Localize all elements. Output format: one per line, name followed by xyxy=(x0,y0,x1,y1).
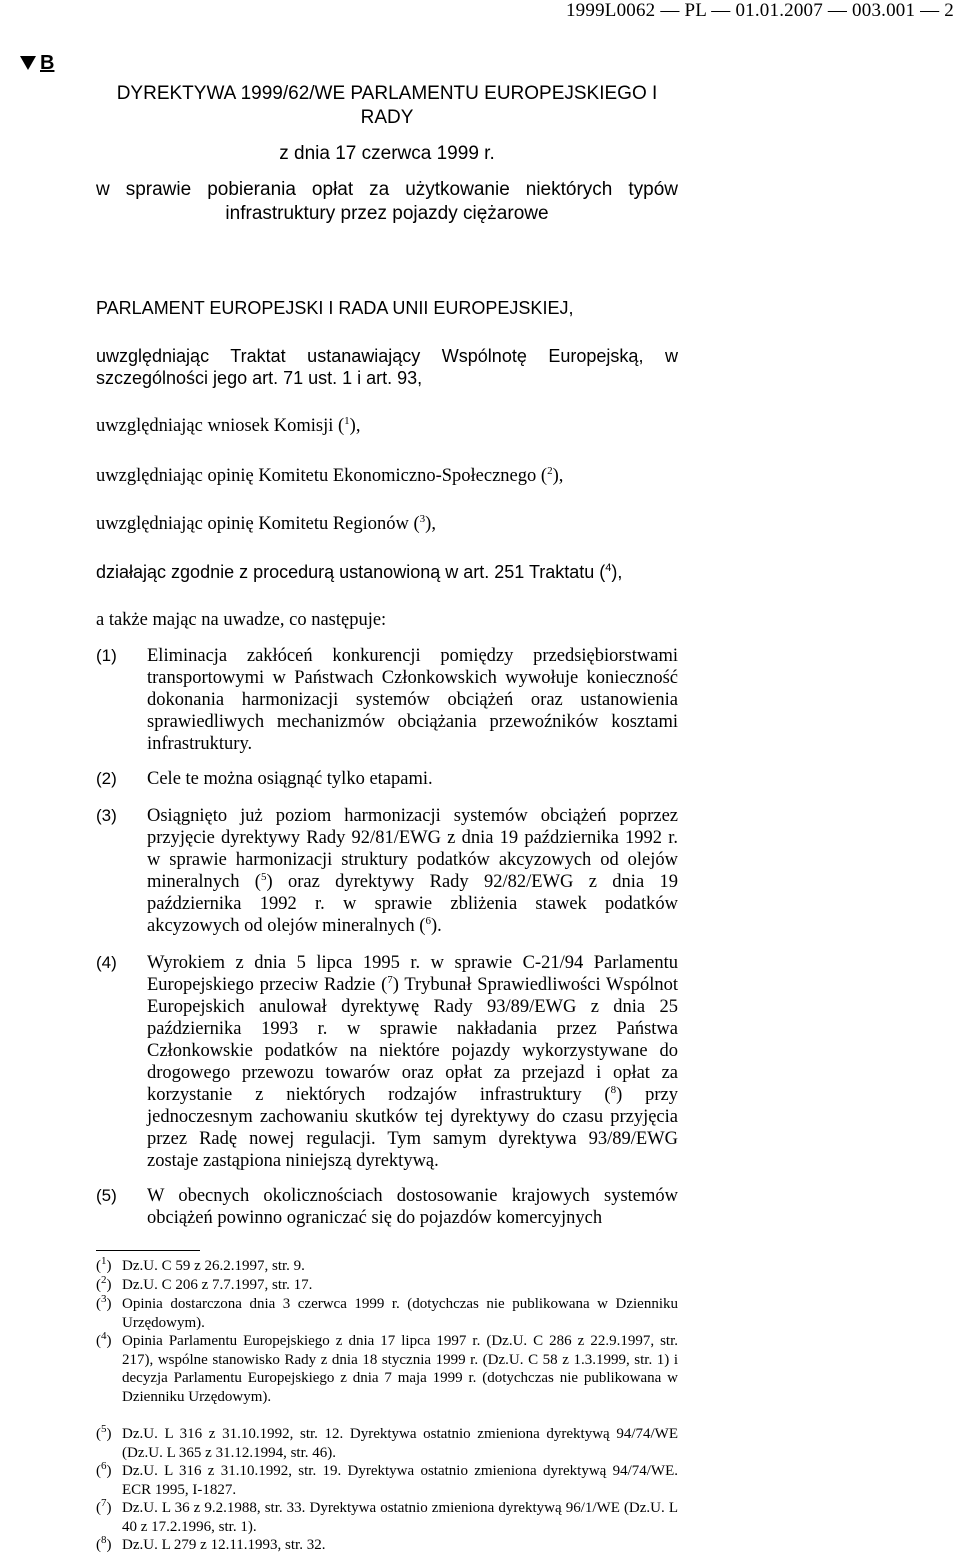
recital xyxy=(96,645,678,755)
footnote-divider xyxy=(96,1250,200,1251)
recital-text: Eliminacja zakłóceń konkurencji pomiędzy przedsiębiorstwami transportowymi w Państwach Członkowskich wywołuje konieczność dokonania harmonizacji systemów obciążeń oraz ustanowienia sprawiedliwych mechanizmów obciążania przewoźników kosztami infrastruktury. xyxy=(147,646,678,754)
footnote-text: Dz.U. C 59 z 26.2.1997, str. 9. xyxy=(122,1258,305,1274)
footnote-text: Opinia dostarczona dnia 3 czerwca 1999 r. (dotychczas nie publikowana w Dzienniku Urzędowym). xyxy=(122,1296,678,1331)
recital xyxy=(96,952,678,1172)
recital-number: (2) xyxy=(96,769,117,788)
recital-text: Osiągnięto już poziom harmonizacji systemów obciążeń poprzez przyjęcie dyrektywy Rady 92/81/EWG z dnia 19 października 1992 r. w sprawie harmonizacji struktury podatków akcyzowych od olejów mineralnych ($^5$) oraz dyrektywy Rady 92/82/EWG z dnia 19 października 1992 r. w sprawie zbliżenia stawek podatków akcyzowych od olejów mineralnych ($^6$). xyxy=(147,806,678,936)
footnote xyxy=(96,1295,678,1332)
recital-number: (4) xyxy=(96,953,117,972)
footnote-text: Dz.U. L 316 z 31.10.1992, str. 19. Dyrektywa ostatnio zmieniona dyrektywą 94/74/WE. ECR 1995, I-1827. xyxy=(122,1463,678,1498)
recital-text: Wyrokiem z dnia 5 lipca 1995 r. w sprawie C-21/94 Parlamentu Europejskiego przeciw Radzie ($^7$) Trybunał Sprawiedliwości Wspólnot Europejskich anulował dyrektywę Rady 93/89/EWG z dnia 25 października 1993 r. w sprawie nakładania przez Państwa Członkowskie podatków na niektóre pojazdy wykorzystywane do drogowego przewozu towarów oraz opłat za przejazd i opłat za korzystanie z niektórych rodzajów infrastruktury ($^8$) przy jednoczesnym zachowaniu skutków tej dyrektywy do czasu przyjęcia przez Radę nowej regulacji. Tym samym dyrektywa 93/89/EWG zostaje zastąpiona niniejszą dyrektywą. xyxy=(147,953,678,1171)
footnote-ref[interactable]: 4 xyxy=(605,562,612,574)
footnote-ref[interactable]: 6 xyxy=(425,914,431,927)
preamble-regions: uwzględniając opinię Komitetu Regionów ($^3$), xyxy=(96,512,436,534)
recital xyxy=(96,768,678,790)
footnote-number: ($^2$) xyxy=(96,1274,112,1293)
footnote-text: Dz.U. C 206 z 7.7.1997, str. 17. xyxy=(122,1277,313,1293)
marker-letter: B xyxy=(40,52,55,74)
footnote xyxy=(96,1462,678,1499)
footnote xyxy=(96,1257,678,1276)
recital-number: (5) xyxy=(96,1186,117,1205)
footnote xyxy=(96,1499,678,1536)
footnote-number: ($^4$) xyxy=(96,1330,112,1349)
footnote-ref[interactable]: 1 xyxy=(344,414,350,427)
footnote xyxy=(96,1332,678,1406)
recital xyxy=(96,805,678,937)
recital-number: (3) xyxy=(96,806,117,825)
footnote-number: ($^7$) xyxy=(96,1497,112,1516)
recital-text: Cele te można osiągnąć tylko etapami. xyxy=(147,769,433,789)
preamble-procedure: działając zgodnie z procedurą ustanowioną w art. 251 Traktatu ($^4$), xyxy=(96,562,623,582)
footnote-text: Dz.U. L 36 z 9.2.1988, str. 33. Dyrektywa ostatnio zmieniona dyrektywą 96/1/WE (Dz.U. L 40 z 17.2.1996, str. 1). xyxy=(122,1500,678,1535)
footnote xyxy=(96,1425,678,1462)
triangle-down-icon xyxy=(20,56,36,70)
footnote-ref[interactable]: 2 xyxy=(547,464,553,477)
directive-title: DYREKTYWA 1999/62/WE PARLAMENTU EUROPEJSKIEGO I RADY xyxy=(116,83,658,128)
footnote-text: Dz.U. L 316 z 31.10.1992, str. 12. Dyrektywa ostatnio zmieniona dyrektywą 94/74/WE (Dz.U. L 365 z 31.12.1994, str. 46). xyxy=(122,1426,678,1461)
footnote-ref[interactable]: 5 xyxy=(260,870,267,883)
preamble-ecosoc: uwzględniając opinię Komitetu Ekonomiczno-Społecznego ($^2$), xyxy=(96,464,564,486)
recital-number: (1) xyxy=(96,646,117,665)
footnote-text: Dz.U. L 279 z 12.11.1993, str. 32. xyxy=(122,1537,326,1553)
footnote-number: ($^6$) xyxy=(96,1460,112,1479)
footnote-ref[interactable]: 7 xyxy=(387,973,393,986)
preamble-commission: uwzględniając wniosek Komisji ($^1$), xyxy=(96,414,361,436)
footnote-text: Opinia Parlamentu Europejskiego z dnia 17 lipca 1997 r. (Dz.U. C 286 z 22.9.1997, str. 217), wspólne stanowisko Rady z dnia 18 stycznia 1999 r. (Dz.U. C 58 z 1.3.1999, str. 1) i decyzja Parlamentu Europejskiego z dnia 7 maja 1999 r. (dotychczas nie publikowana w Dzienniku Urzędowym). xyxy=(122,1333,678,1405)
footnote xyxy=(96,1276,678,1295)
footnote-number: ($^8$) xyxy=(96,1534,112,1553)
footnote-ref[interactable]: 3 xyxy=(419,512,426,525)
footnote-ref[interactable]: 8 xyxy=(610,1083,617,1096)
directive-date: z dnia 17 czerwca 1999 r. xyxy=(279,143,495,164)
recital-text: W obecnych okolicznościach dostosowanie krajowych systemów obciążeń powinno ograniczać się do pojazdów komercyjnych xyxy=(147,1186,678,1228)
preamble-authors: PARLAMENT EUROPEJSKI I RADA UNII EUROPEJSKIEJ, xyxy=(96,298,574,318)
footnote-number: ($^1$) xyxy=(96,1255,112,1274)
amendment-marker xyxy=(20,52,54,75)
recital xyxy=(96,1185,678,1229)
footnote xyxy=(96,1536,678,1555)
footnote-number: ($^3$) xyxy=(96,1293,112,1312)
directive-subject: w sprawie pobierania opłat za użytkowanie niektórych typów infrastruktury przez pojazdy ciężarowe xyxy=(96,179,678,224)
document-reference: 1999L0062 — PL — 01.01.2007 — 003.001 — 2 xyxy=(565,0,954,21)
footnote-number: ($^5$) xyxy=(96,1423,112,1442)
preamble-treaty: uwzględniając Traktat ustanawiający Wspólnotę Europejską, w szczególności jego art. 71 ust. 1 i art. 93, xyxy=(96,346,678,388)
preamble-whereas: a także mając na uwadze, co następuje: xyxy=(96,610,387,630)
